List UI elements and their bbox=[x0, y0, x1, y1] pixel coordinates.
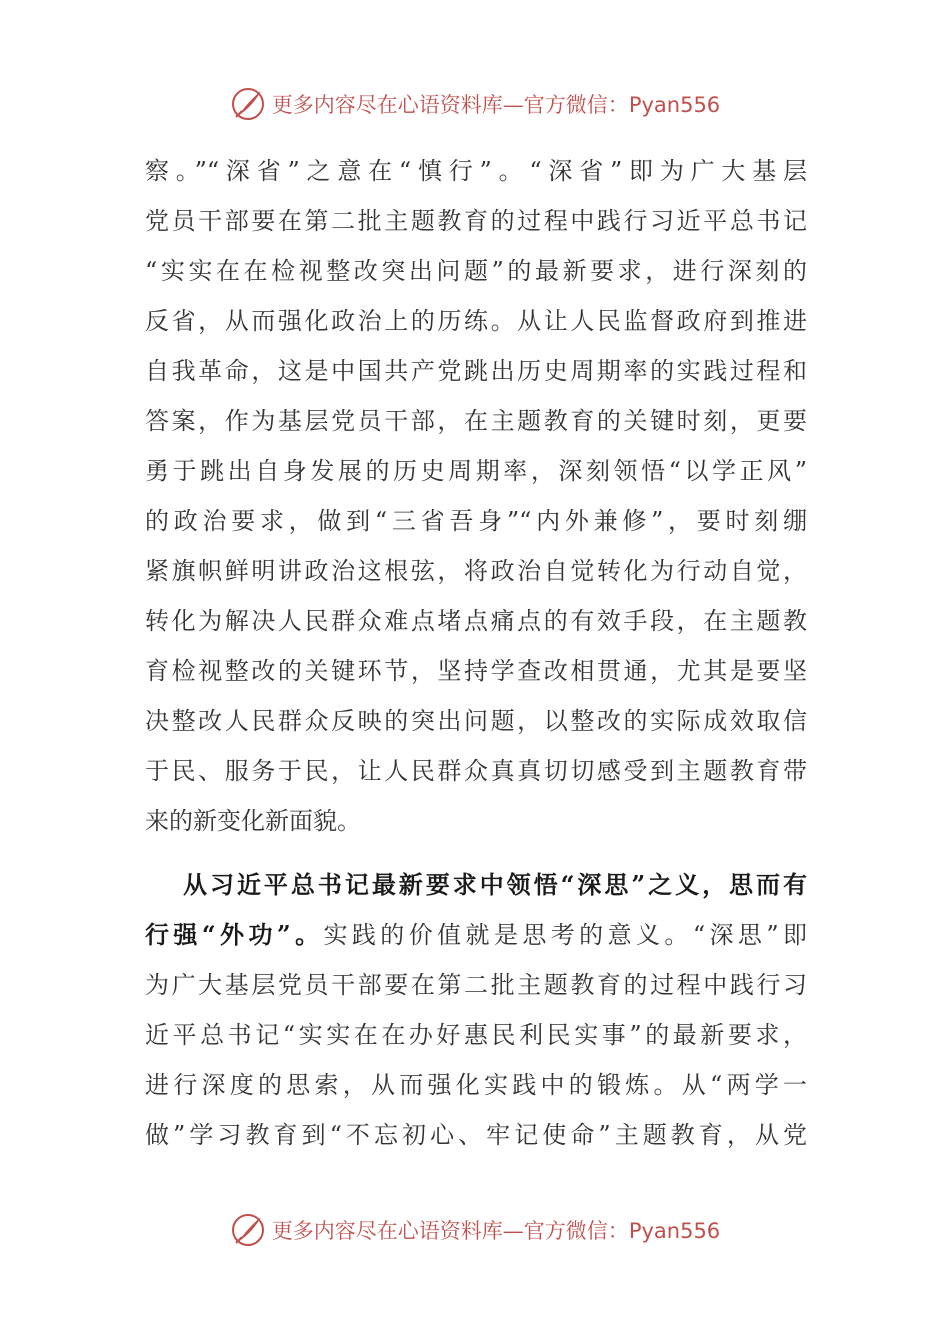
section-heading: 从习近平总书记最新要求中领悟“深思”之义，思而有 bbox=[183, 870, 807, 899]
text-line: 党员干部要在第二批主题教育的过程中践行习近平总书记 bbox=[145, 207, 807, 235]
text-line: 答案，作为基层党员干部，在主题教育的关键时刻，更要 bbox=[145, 407, 807, 435]
section-heading-cont: 行强“外功”。 bbox=[145, 920, 324, 949]
text-line: 的政治要求，做到“三省吾身”“内外兼修”，要时刻绷 bbox=[145, 507, 807, 535]
text-line: 紧旗帜鲜明讲政治这根弦，将政治自觉转化为行动自觉， bbox=[145, 557, 807, 585]
wechat-handle: Pyan556 bbox=[628, 93, 721, 117]
banner-text: 更多内容尽在心语资料库—官方微信：Pyan556 bbox=[271, 93, 721, 117]
text-line: 来的新变化新面貌。 bbox=[145, 807, 361, 835]
text-line: 近平总书记“实实在在办好惠民利民实事”的最新要求， bbox=[145, 1021, 807, 1049]
text-line: 转化为解决人民群众难点堵点痛点的有效手段，在主题教 bbox=[145, 607, 807, 635]
text-line: 察。”“深省”之意在“慎行”。“深省”即为广大基层 bbox=[145, 157, 807, 185]
quill-pen-circle-icon bbox=[230, 86, 266, 122]
text-line: 为广大基层党员干部要在第二批主题教育的过程中践行习 bbox=[145, 971, 807, 999]
paragraph-2 bbox=[145, 860, 807, 1160]
text-line: 进行深度的思索，从而强化实践中的锻炼。从“两学一 bbox=[145, 1071, 807, 1099]
text-line: 于民、服务于民，让人民群众真真切切感受到主题教育带 bbox=[145, 757, 807, 785]
text-line: 决整改人民群众反映的突出问题，以整改的实际成效取信 bbox=[145, 707, 807, 735]
text-line: 自我革命，这是中国共产党跳出历史周期率的实践过程和 bbox=[145, 357, 807, 385]
text-line: 勇于跳出自身发展的历史周期率，深刻领悟“以学正风” bbox=[145, 457, 807, 485]
banner-text: 更多内容尽在心语资料库—官方微信：Pyan556 bbox=[271, 1219, 721, 1243]
quill-pen-circle-icon bbox=[230, 1212, 266, 1248]
text-line: 育检视整改的关键环节，坚持学查改相贯通，尤其是要坚 bbox=[145, 657, 807, 685]
text-line: 反省，从而强化政治上的历练。从让人民监督政府到推进 bbox=[145, 307, 807, 335]
document-body bbox=[145, 146, 807, 1160]
text-line: 做”学习教育到“不忘初心、牢记使命”主题教育，从党 bbox=[145, 1121, 807, 1149]
text-line: 行强“外功”。实践的价值就是思考的意义。“深思”即 bbox=[145, 920, 807, 949]
text-line: “实实在在检视整改突出问题”的最新要求，进行深刻的 bbox=[145, 257, 807, 285]
footer-banner bbox=[0, 1210, 950, 1250]
wechat-handle: Pyan556 bbox=[628, 1219, 721, 1243]
paragraph-1 bbox=[145, 146, 807, 846]
header-banner bbox=[0, 84, 950, 124]
